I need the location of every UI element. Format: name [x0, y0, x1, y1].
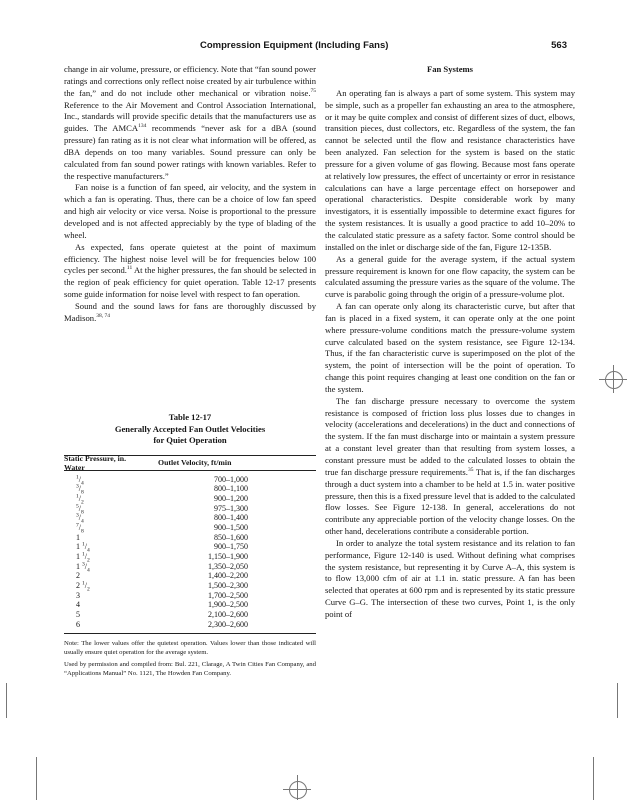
table-row [64, 494, 316, 504]
trim-mark-right [617, 683, 618, 718]
outlet-velocity-cell: 700–1,000 [214, 474, 248, 484]
table-header-row [64, 453, 316, 472]
static-pressure-cell: 1 $^1/_4$ [76, 541, 90, 554]
paragraph: In order to analyze the total system resistance and its relation to fan performance, Figure 12-140 is used. Without defining what comprises the system resistance, but representing it by Curve A–A, this system is to flow 13,000 cfm of air at 1.1 in. static pressure. A fan has been selected that operates at 600 rpm and is represented by its static pressure Curve G–G. The intersection of these two curves, Point 1, is the only point of [325, 537, 575, 619]
static-pressure-cell: 5 [76, 610, 80, 620]
paragraph: The fan discharge pressure necessary to overcome the system resistance is composed of friction loss plus losses due to changes in velocity (accelerations and decelerations) in the duct and connections of the system. If the fan must discharge into or maintain a system pressure at a constant level greater than that resulting from system losses, a constant pressure must be added to the calculated losses to obtain the true fan discharge pressure requirements.$^{35}$ That is, if the fan discharges through a duct system into a chamber to be held at 1.5 in. water positive pressure, then this is a fixed pressure level that is added to the calculated flow losses. See Figure 12-138. In general, accelerations do not contribute any appreciable portion of the velocity change losses. On the other hand, decelerations contribute a considerable portion. [325, 395, 576, 537]
table-row [64, 620, 316, 630]
paragraph: As expected, fans operate quietest at the point of maximum efficiency. The highest noise level will be for frequencies below 100 cycles per second.$^{11}$ At the higher pressures, the fan should be selected in the region of peak efficiency for quiet operation. Table 12-17 presents some guide information for noise level with respect to fan operation. [64, 241, 316, 300]
citation: 11 [126, 265, 133, 272]
citation: 38, 74 [96, 312, 110, 319]
table-row [64, 562, 316, 572]
table-row [64, 610, 316, 620]
static-pressure-cell: 2 [76, 571, 80, 581]
static-pressure-cell: $^3/_4$ [76, 512, 84, 525]
static-pressure-cell: 2 $^1/_2$ [76, 580, 90, 593]
trim-mark-left [6, 683, 7, 718]
static-pressure-cell: 3 [76, 590, 80, 600]
trim-mark-bottom [36, 757, 37, 800]
static-pressure-cell: $^1/_2$ [76, 493, 84, 506]
table-row [64, 475, 316, 485]
outlet-velocity-cell: 850–1,600 [214, 532, 248, 542]
paragraph: As a general guide for the average system, if the actual system pressure requirement is known for one flow capacity, the system can be calculated assuming the pressure varies as the square of the volume. The curve is parabolic going through the origin of a pressure-volume plot. [325, 253, 575, 300]
paragraph: A fan can operate only along its characteristic curve, but after that fan is placed in a fixed system, it can operate only at the one point where pressure-volume conditions match the pressure-volume system curve calculated based on the system resistance, see Figure 12-134. Thus, if the fan characteristic curve is superimposed on the plot of the system, the point of intersection will be the point of operation. To change this point requires changing at least one condition on the fan or the system. [325, 301, 575, 394]
outlet-velocity-cell: 900–1,750 [214, 542, 248, 552]
outlet-velocity-cell: 800–1,100 [214, 484, 248, 494]
paragraph: Fan noise is a function of fan speed, air velocity, and the system in which a fan is operating. Thus, there can be a choice of low fan speed and high air velocity or vice versa. Noise is proportional to the pressure developed and is not affected appreciably by the type of blading of the wheel. [64, 182, 316, 240]
static-pressure-cell: $^3/_8$ [76, 483, 84, 496]
table-row [64, 542, 316, 552]
citation: 134 [138, 123, 147, 130]
outlet-velocity-cell: 1,400–2,200 [208, 571, 248, 581]
citation: 75 [310, 87, 316, 94]
static-pressure-cell: 4 [76, 600, 80, 610]
table-row [64, 533, 316, 543]
static-pressure-cell: 1 $^1/_2$ [76, 551, 90, 564]
outlet-velocity-cell: 1,900–2,500 [208, 600, 248, 610]
table-row [64, 591, 316, 601]
table-caption: Table 12-17 Generally Accepted Fan Outlet Velocities for Quiet Operation [114, 412, 266, 445]
outlet-velocity-cell: 1,350–2,050 [208, 561, 248, 571]
table-note: Note: The lower values offer the quietest operation. Values lower than those indicated will usually ensure quiet operation for the average system. [64, 639, 316, 656]
column-header-static-pressure: Static Pressure, in. Water [64, 453, 127, 472]
table-row [64, 581, 316, 591]
outlet-velocity-cell: 900–1,500 [214, 522, 248, 532]
table-row [64, 523, 316, 533]
left-column [64, 64, 316, 325]
outlet-velocity-cell: 1,500–2,300 [208, 581, 248, 591]
table-row [64, 504, 316, 514]
paragraph: An operating fan is always a part of some system. This system may be simple, such as a propeller fan exhausting an area to the atmosphere, or it may be quite complex and consist of different sizes of duct, elbows, transition pieces, dust collectors, etc. Regardless of the system, the fan cannot be selected until the flow and resistance characteristics have been analyzed. Fan selection for the system is based on the static pressure for a given volume of gas flowing. Because most fans operate at relatively low pressures, the effect of uncertainty or error in resistance calculations can have a large percentage effect on horsepower and operational characteristics. Despite considerable work by many investigators, it is essentially impossible to determine exact figures for the system resistances. It is usually a good practice to add 10–20% to the calculated static pressure as a safety factor. Some control should be installed on the inlet or discharge side of the fan, Figure 12-135B. [325, 87, 575, 252]
table-body [64, 475, 316, 630]
static-pressure-cell: 1 [76, 532, 80, 542]
table-source: Used by permission and compiled from: Bul. 221, Clarage, A Twin Cities Fan Company, and “Applications Manual” No. 1121, The Howden Fan Company. [64, 661, 316, 678]
paragraph: Sound and the sound laws for fans are thoroughly discussed by Madison.$^{38, 74}$ [64, 300, 316, 323]
static-pressure-cell: $^5/_8$ [76, 502, 84, 516]
static-pressure-cell: 6 [76, 619, 80, 629]
table-12-17 [64, 412, 316, 679]
outlet-velocity-cell: 2,300–2,600 [208, 619, 248, 629]
page-number: 563 [551, 40, 567, 51]
table-row [64, 484, 316, 494]
section-heading: Fan Systems [426, 64, 474, 74]
table-bottom-rule [64, 633, 316, 634]
outlet-velocity-cell: 2,100–2,600 [208, 610, 248, 620]
table-row [64, 552, 316, 562]
outlet-velocity-cell: 1,150–1,900 [208, 552, 248, 561]
static-pressure-cell: 1 $^3/_4$ [76, 561, 90, 574]
table-row [64, 571, 316, 581]
outlet-velocity-cell: 900–1,200 [214, 493, 248, 503]
column-header-outlet-velocity: Outlet Velocity, ft/min [158, 458, 232, 467]
outlet-velocity-cell: 800–1,400 [214, 513, 248, 523]
static-pressure-cell: $^7/_8$ [76, 522, 84, 535]
right-column [325, 64, 575, 621]
paragraph: change in air volume, pressure, or efficiency. Note that “fan sound power ratings and corrections only reflect noise created by air turbulence within the fan,” and do not include other mechanical or vibration noise.$^{75}$ Reference to the Air Movement and Control Association International, Inc., standards will provide specific details that the manufacturers use as guides. The AMCA$^{134}$ recommends “never ask for a dBA (sound pressure) fan rating as it is not clear what information will be offered, as dBA depends on too many variables. Sound pressure can only be calculated from fan sound power ratings with known variables. Refer to the respective manufacturers.” [64, 64, 316, 181]
running-header-title: Compression Equipment (Including Fans) [200, 40, 389, 51]
trim-mark-bottom [593, 757, 594, 800]
table-row [64, 513, 316, 523]
static-pressure-cell: $^1/_4$ [76, 473, 84, 487]
citation: 35 [467, 466, 474, 473]
outlet-velocity-cell: 975–1,300 [214, 503, 248, 513]
outlet-velocity-cell: 1,700–2,500 [208, 590, 248, 600]
table-row [64, 600, 316, 610]
